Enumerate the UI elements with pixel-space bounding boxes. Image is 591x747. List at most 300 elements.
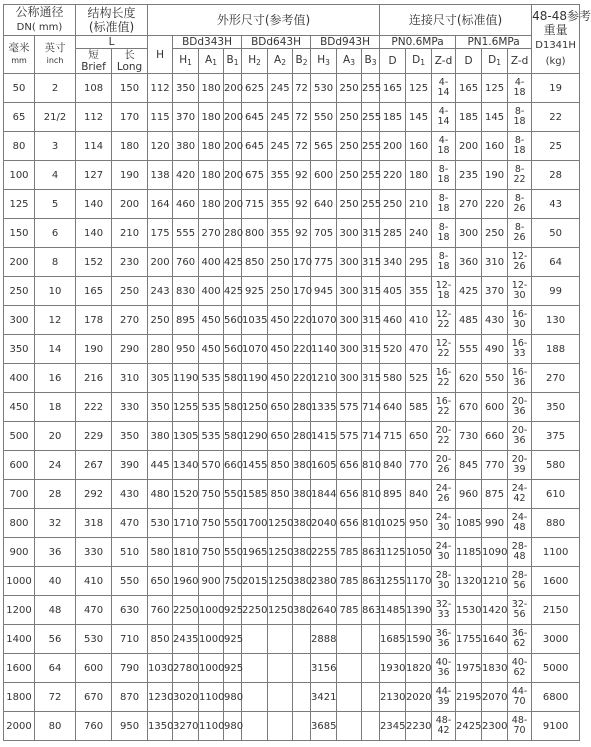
weight-unit: (kg) <box>545 56 566 67</box>
col-inch-unit: inch <box>46 56 64 65</box>
table-row <box>4 422 580 451</box>
cell-d1-b: 660 <box>482 422 508 451</box>
cell-h1: 1305 <box>173 422 199 451</box>
pn16-header: PN1.6MPa <box>456 36 532 49</box>
cell-h2: 1585 <box>242 480 268 509</box>
cell-a2: 245 <box>268 103 293 132</box>
cell-a2 <box>268 625 293 654</box>
cell-dn: 65 <box>4 103 35 132</box>
zd-diameter: 18 <box>437 232 450 243</box>
cell-brief: 600 <box>76 654 112 683</box>
cell-d-b: 845 <box>456 451 482 480</box>
cell-h3: 550 <box>311 103 337 132</box>
cell-zd-b <box>508 683 532 712</box>
cell-d-b: 165 <box>456 74 482 103</box>
cell-b2: 380 <box>293 596 311 625</box>
cell-a2: 250 <box>268 248 293 277</box>
col-B3-letter: B <box>364 53 372 66</box>
cell-a2: 245 <box>268 132 293 161</box>
zd-diameter: 39 <box>513 464 526 475</box>
cell-inch: 24 <box>35 451 76 480</box>
cell-zd-b <box>508 625 532 654</box>
cell-brief: 530 <box>76 625 112 654</box>
cell-d1-a: 1170 <box>406 567 432 596</box>
cell-h1: 1255 <box>173 393 199 422</box>
cell-a2: 245 <box>268 74 293 103</box>
cell-d1-b: 600 <box>482 393 508 422</box>
cell-h1: 3270 <box>173 712 199 741</box>
zd-diameter: 22 <box>437 377 450 388</box>
cell-d1-b: 2300 <box>482 712 508 741</box>
cell-a2: 450 <box>268 335 293 364</box>
cell-dn: 900 <box>4 538 35 567</box>
cell-zd-b <box>508 132 532 161</box>
cell-h2 <box>242 654 268 683</box>
zd-diameter: 36 <box>513 406 526 417</box>
cell-d-a: 1255 <box>380 567 406 596</box>
cell-a3 <box>337 654 362 683</box>
cell-dn: 125 <box>4 190 35 219</box>
cell-dn: 700 <box>4 480 35 509</box>
cell-d-a: 1685 <box>380 625 406 654</box>
cell-inch: 21/2 <box>35 103 76 132</box>
table-row <box>4 335 580 364</box>
cell-inch: 16 <box>35 364 76 393</box>
cell-h2: 625 <box>242 74 268 103</box>
cell-d-b: 1185 <box>456 538 482 567</box>
cell-dn: 400 <box>4 364 35 393</box>
cell-b2 <box>293 712 311 741</box>
zd-count: 8- <box>514 222 525 233</box>
structure-length-sub: (标准值) <box>88 20 135 34</box>
zd-count: 8- <box>438 222 449 233</box>
zd-diameter: 22 <box>513 174 526 185</box>
cell-h3: 565 <box>311 132 337 161</box>
cell-d1-b: 490 <box>482 335 508 364</box>
col-A2-sub: 2 <box>281 57 287 67</box>
zd-diameter: 36 <box>437 638 450 649</box>
zd-count: 24- <box>511 483 528 494</box>
cell-dn: 2000 <box>4 712 35 741</box>
cell-d1-b: 2070 <box>482 683 508 712</box>
table-row <box>4 190 580 219</box>
cell-a1: 180 <box>199 161 224 190</box>
cell-d-a: 165 <box>380 74 406 103</box>
col-long-en: Long <box>116 61 143 73</box>
zd-diameter: 30 <box>437 551 450 562</box>
zd-diameter: 36 <box>513 435 526 446</box>
cell-zd-b <box>508 422 532 451</box>
cell-d-b: 620 <box>456 364 482 393</box>
cell-zd-b <box>508 393 532 422</box>
cell-b3: 810 <box>362 451 380 480</box>
cell-d1-b: 1640 <box>482 625 508 654</box>
cell-b2 <box>293 625 311 654</box>
col-D1-pn16-header <box>482 49 508 74</box>
cell-h1: 1190 <box>173 364 199 393</box>
cell-b2: 72 <box>293 132 311 161</box>
cell-a2 <box>268 683 293 712</box>
cell-b2: 92 <box>293 161 311 190</box>
cell-inch: 72 <box>35 683 76 712</box>
cell-h2: 1070 <box>242 335 268 364</box>
cell-d1-b: 125 <box>482 74 508 103</box>
col-B2-sub: 2 <box>302 57 308 67</box>
table-row <box>4 596 580 625</box>
cell-h1: 2435 <box>173 625 199 654</box>
cell-brief: 165 <box>76 277 112 306</box>
cell-a1: 270 <box>199 219 224 248</box>
table-row <box>4 654 580 683</box>
zd-diameter: 26 <box>437 493 450 504</box>
col-H-header: H <box>148 36 173 74</box>
cell-b2: 170 <box>293 277 311 306</box>
cell-brief: 267 <box>76 451 112 480</box>
cell-w: 610 <box>532 480 580 509</box>
cell-a3: 656 <box>337 451 362 480</box>
cell-d1-a: 240 <box>406 219 432 248</box>
zd-diameter: 39 <box>437 696 450 707</box>
cell-h3: 1210 <box>311 364 337 393</box>
zd-count: 20- <box>511 425 528 436</box>
cell-zd-b <box>508 219 532 248</box>
zd-count: 24- <box>435 541 452 552</box>
cell-long: 290 <box>112 335 148 364</box>
cell-zd-b <box>508 161 532 190</box>
cell-long: 210 <box>112 219 148 248</box>
cell-b3: 810 <box>362 480 380 509</box>
cell-h2 <box>242 712 268 741</box>
zd-diameter: 48 <box>513 522 526 533</box>
zd-count: 8- <box>438 164 449 175</box>
cell-w: 6800 <box>532 683 580 712</box>
cell-d-a: 580 <box>380 364 406 393</box>
cell-dn: 500 <box>4 422 35 451</box>
cell-a1: 1000 <box>199 654 224 683</box>
zd-count: 8- <box>514 135 525 146</box>
cell-b1: 980 <box>224 712 242 741</box>
weight-model: D1341H <box>535 40 576 51</box>
cell-d1-a: 1390 <box>406 596 432 625</box>
zd-count: 12- <box>511 280 528 291</box>
cell-brief: 140 <box>76 219 112 248</box>
cell-h3: 775 <box>311 248 337 277</box>
col-H2-header <box>242 49 268 74</box>
cell-w: 1600 <box>532 567 580 596</box>
cell-zd-a <box>432 74 456 103</box>
cell-b3: 863 <box>362 538 380 567</box>
cell-brief: 190 <box>76 335 112 364</box>
cell-brief: 178 <box>76 306 112 335</box>
cell-d1-b: 1830 <box>482 654 508 683</box>
cell-d-b: 1085 <box>456 509 482 538</box>
cell-dn: 200 <box>4 248 35 277</box>
cell-h3: 1844 <box>311 480 337 509</box>
cell-inch: 8 <box>35 248 76 277</box>
cell-zd-a <box>432 248 456 277</box>
table-row <box>4 306 580 335</box>
cell-h3: 3421 <box>311 683 337 712</box>
cell-d1-a: 355 <box>406 277 432 306</box>
cell-h1: 3020 <box>173 683 199 712</box>
cell-w: 25 <box>532 132 580 161</box>
cell-w: 375 <box>532 422 580 451</box>
cell-dn: 1000 <box>4 567 35 596</box>
cell-inch: 6 <box>35 219 76 248</box>
cell-b1: 750 <box>224 567 242 596</box>
cell-b2: 280 <box>293 393 311 422</box>
table-row <box>4 393 580 422</box>
table-row <box>4 248 580 277</box>
cell-d-a: 2130 <box>380 683 406 712</box>
zd-diameter: 22 <box>437 406 450 417</box>
cell-h: 350 <box>148 393 173 422</box>
zd-count: 16- <box>435 396 452 407</box>
cell-d-b: 730 <box>456 422 482 451</box>
cell-b2: 380 <box>293 509 311 538</box>
cell-h1: 1810 <box>173 538 199 567</box>
cell-d-a: 220 <box>380 161 406 190</box>
cell-h2: 1965 <box>242 538 268 567</box>
cell-brief: 470 <box>76 596 112 625</box>
cell-b1: 925 <box>224 654 242 683</box>
cell-dn: 150 <box>4 219 35 248</box>
cell-zd-a <box>432 538 456 567</box>
cell-b2: 170 <box>293 248 311 277</box>
col-A3-letter: A <box>343 53 351 66</box>
cell-h3: 3685 <box>311 712 337 741</box>
zd-diameter: 22 <box>437 319 450 330</box>
zd-count: 8- <box>438 193 449 204</box>
cell-d-a: 1125 <box>380 538 406 567</box>
cell-a2: 355 <box>268 161 293 190</box>
cell-brief: 292 <box>76 480 112 509</box>
zd-count: 12- <box>435 280 452 291</box>
zd-diameter: 30 <box>513 290 526 301</box>
cell-long: 150 <box>112 74 148 103</box>
cell-long: 430 <box>112 480 148 509</box>
cell-d-b: 2425 <box>456 712 482 741</box>
cell-h: 200 <box>148 248 173 277</box>
cell-brief: 114 <box>76 132 112 161</box>
cell-h3: 640 <box>311 190 337 219</box>
cell-a1: 180 <box>199 132 224 161</box>
cell-d-a: 405 <box>380 277 406 306</box>
cell-a1: 400 <box>199 277 224 306</box>
cell-b2: 380 <box>293 538 311 567</box>
cell-d1-a: 210 <box>406 190 432 219</box>
cell-b3: 863 <box>362 596 380 625</box>
cell-b1: 560 <box>224 335 242 364</box>
table-row <box>4 451 580 480</box>
cell-h1: 370 <box>173 103 199 132</box>
cell-h: 280 <box>148 335 173 364</box>
cell-inch: 2 <box>35 74 76 103</box>
table-row <box>4 132 580 161</box>
cell-a1: 1100 <box>199 683 224 712</box>
cell-a3: 300 <box>337 277 362 306</box>
cell-d-a: 895 <box>380 480 406 509</box>
cell-d1-b: 875 <box>482 480 508 509</box>
cell-long: 310 <box>112 364 148 393</box>
cell-dn: 800 <box>4 509 35 538</box>
cell-inch: 40 <box>35 567 76 596</box>
cell-h1: 420 <box>173 161 199 190</box>
zd-count: 44- <box>435 686 452 697</box>
zd-count: 4- <box>438 135 449 146</box>
cell-h1: 895 <box>173 306 199 335</box>
cell-w: 22 <box>532 103 580 132</box>
col-B1-sub: 1 <box>233 57 239 67</box>
cell-b3 <box>362 712 380 741</box>
cell-d-a: 520 <box>380 335 406 364</box>
cell-h1: 2780 <box>173 654 199 683</box>
zd-count: 12- <box>435 338 452 349</box>
table-row <box>4 74 580 103</box>
cell-a3: 785 <box>337 596 362 625</box>
cell-b2: 92 <box>293 190 311 219</box>
outline-dims-header: 外形尺寸(参考值) <box>148 5 380 36</box>
cell-a2: 1250 <box>268 596 293 625</box>
zd-diameter: 18 <box>513 145 526 156</box>
cell-d1-b: 310 <box>482 248 508 277</box>
cell-a2: 355 <box>268 219 293 248</box>
zd-diameter: 70 <box>513 725 526 736</box>
cell-dn: 80 <box>4 132 35 161</box>
cell-a3: 575 <box>337 393 362 422</box>
cell-h2: 1250 <box>242 393 268 422</box>
cell-b2: 92 <box>293 219 311 248</box>
cell-h1: 350 <box>173 74 199 103</box>
table-row <box>4 567 580 596</box>
cell-dn: 1200 <box>4 596 35 625</box>
cell-a3: 300 <box>337 335 362 364</box>
cell-b2: 220 <box>293 364 311 393</box>
cell-a1: 1000 <box>199 625 224 654</box>
cell-brief: 152 <box>76 248 112 277</box>
cell-d-b: 270 <box>456 190 482 219</box>
cell-h1: 950 <box>173 335 199 364</box>
cell-b3: 714 <box>362 422 380 451</box>
weight-header <box>532 5 591 74</box>
cell-h: 115 <box>148 103 173 132</box>
cell-h: 1350 <box>148 712 173 741</box>
zd-count: 20- <box>511 454 528 465</box>
cell-zd-a <box>432 190 456 219</box>
cell-inch: 12 <box>35 306 76 335</box>
cell-h2: 800 <box>242 219 268 248</box>
cell-inch: 64 <box>35 654 76 683</box>
cell-a3 <box>337 625 362 654</box>
cell-h3: 2040 <box>311 509 337 538</box>
cell-a1: 180 <box>199 74 224 103</box>
zd-diameter: 18 <box>437 174 450 185</box>
cell-w: 130 <box>532 306 580 335</box>
cell-a1: 1100 <box>199 712 224 741</box>
cell-brief: 330 <box>76 538 112 567</box>
cell-d-a: 460 <box>380 306 406 335</box>
cell-w: 43 <box>532 190 580 219</box>
cell-d1-b: 550 <box>482 364 508 393</box>
cell-d-a: 200 <box>380 132 406 161</box>
cell-h2: 1455 <box>242 451 268 480</box>
cell-d-b: 960 <box>456 480 482 509</box>
col-H2-letter: H <box>248 53 257 66</box>
cell-b2 <box>293 683 311 712</box>
zd-count: 12- <box>435 309 452 320</box>
cell-inch: 28 <box>35 480 76 509</box>
cell-h3: 1140 <box>311 335 337 364</box>
zd-count: 36- <box>435 628 452 639</box>
cell-b2: 72 <box>293 74 311 103</box>
cell-zd-b <box>508 567 532 596</box>
cell-d-a: 340 <box>380 248 406 277</box>
table-row <box>4 480 580 509</box>
cell-long: 330 <box>112 393 148 422</box>
zd-count: 4- <box>514 77 525 88</box>
zd-count: 8- <box>514 193 525 204</box>
col-inch-label: 英寸 <box>44 42 66 54</box>
cell-zd-a <box>432 625 456 654</box>
col-H1-sub: 1 <box>187 57 192 67</box>
cell-inch: 4 <box>35 161 76 190</box>
col-D1-pn06-letter: D <box>412 53 421 66</box>
col-D1-pn06-header <box>406 49 432 74</box>
cell-h2: 2015 <box>242 567 268 596</box>
cell-b2: 380 <box>293 451 311 480</box>
cell-h2 <box>242 625 268 654</box>
cell-b1: 925 <box>224 596 242 625</box>
cell-brief: 760 <box>76 712 112 741</box>
cell-d1-a: 1820 <box>406 654 432 683</box>
cell-inch: 14 <box>35 335 76 364</box>
cell-b3: 255 <box>362 103 380 132</box>
cell-brief: 670 <box>76 683 112 712</box>
cell-d-a: 250 <box>380 190 406 219</box>
cell-h3: 705 <box>311 219 337 248</box>
cell-h1: 555 <box>173 219 199 248</box>
cell-long: 790 <box>112 654 148 683</box>
cell-d-b: 425 <box>456 277 482 306</box>
cell-h2: 645 <box>242 132 268 161</box>
zd-diameter: 22 <box>437 348 450 359</box>
zd-count: 24- <box>511 512 528 523</box>
cell-d1-a: 1050 <box>406 538 432 567</box>
zd-diameter: 42 <box>513 493 526 504</box>
col-Zd-pn16-header: Z-d <box>508 49 532 74</box>
cell-d1-b: 1210 <box>482 567 508 596</box>
cell-b3: 315 <box>362 335 380 364</box>
cell-zd-a <box>432 103 456 132</box>
cell-zd-b <box>508 712 532 741</box>
cell-h2: 675 <box>242 161 268 190</box>
table-body <box>4 74 580 741</box>
cell-h1: 1520 <box>173 480 199 509</box>
cell-h2 <box>242 683 268 712</box>
cell-a2: 450 <box>268 364 293 393</box>
cell-h: 164 <box>148 190 173 219</box>
cell-zd-a <box>432 683 456 712</box>
cell-zd-a <box>432 451 456 480</box>
col-B2-header <box>293 49 311 74</box>
col-D1-pn06-sub: 1 <box>420 57 425 67</box>
cell-d1-b: 220 <box>482 190 508 219</box>
cell-d-b: 2195 <box>456 683 482 712</box>
zd-diameter: 26 <box>513 203 526 214</box>
cell-d1-a: 840 <box>406 480 432 509</box>
cell-zd-a <box>432 306 456 335</box>
cell-w: 188 <box>532 335 580 364</box>
